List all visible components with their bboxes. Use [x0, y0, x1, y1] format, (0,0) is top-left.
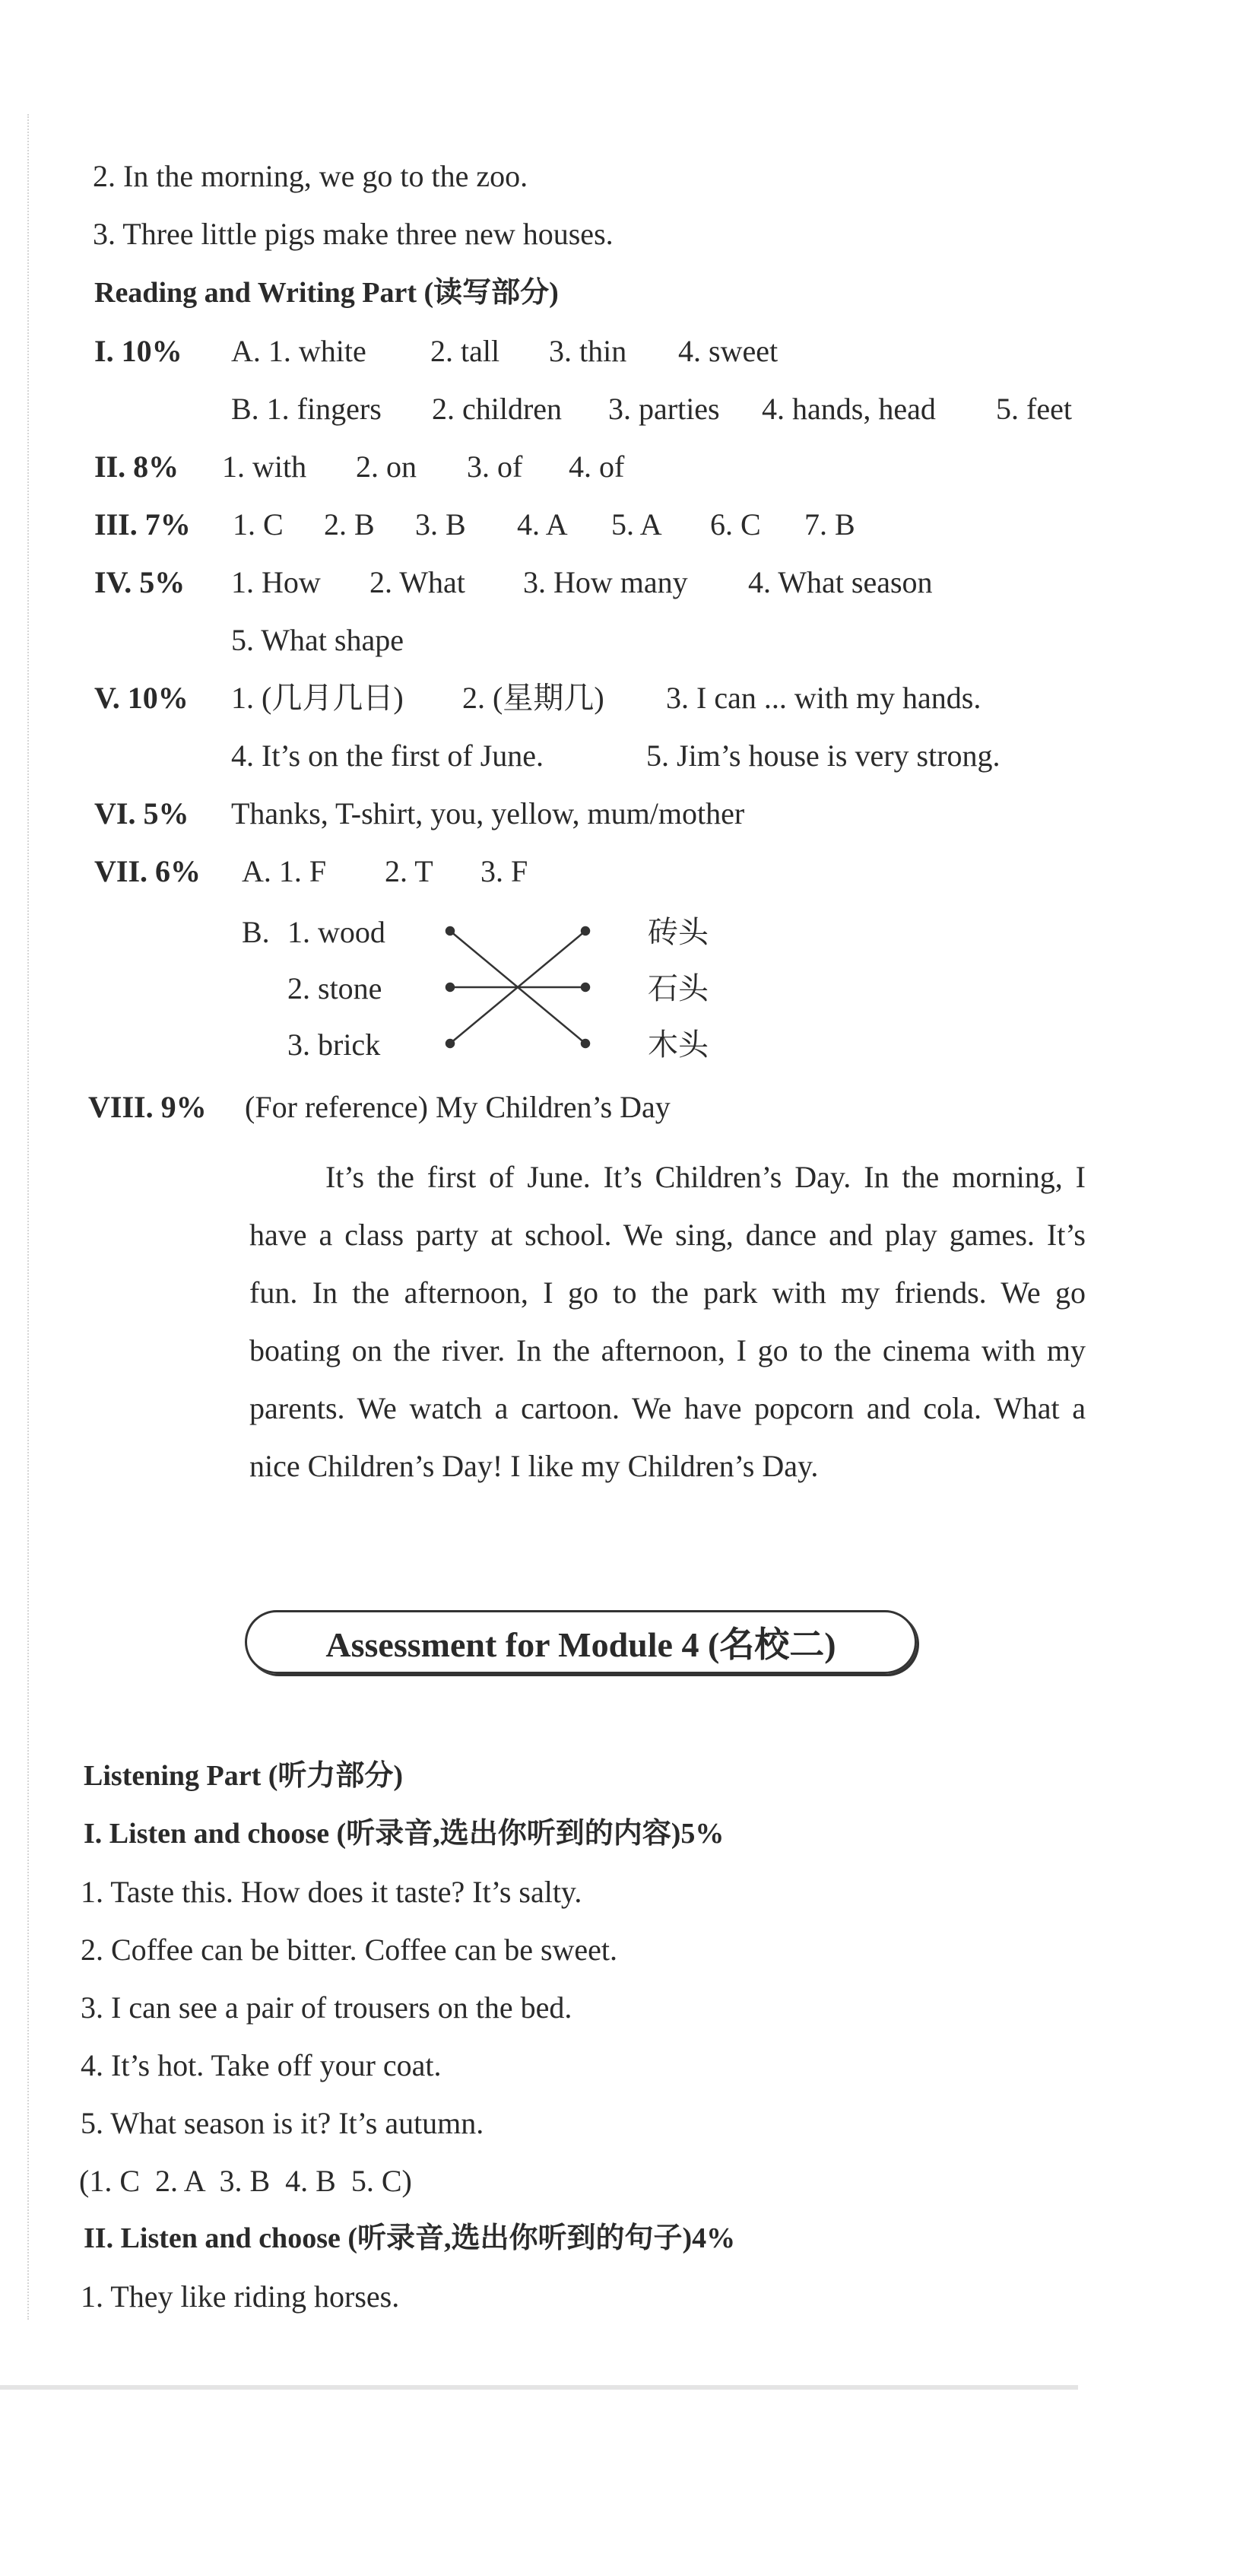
- bottom-divider: [0, 2385, 1078, 2390]
- q3-item-6: 6. C: [710, 507, 761, 542]
- q1-b-4: 4. hands, head: [762, 392, 936, 426]
- q3-item-7: 7. B: [804, 507, 855, 542]
- listen1-item-3: 3. I can see a pair of trousers on the bed.: [81, 1990, 572, 2025]
- q5-item-3: 3. I can ... with my hands.: [666, 681, 982, 715]
- q2-item-4: 4. of: [569, 449, 625, 484]
- q1-b-2: 2. children: [432, 392, 563, 426]
- listen1-item-2: 2. Coffee can be bitter. Coffee can be sweet.: [81, 1933, 618, 1967]
- match-dot: [446, 1040, 454, 1047]
- q7-b-prefix: B.: [242, 915, 270, 949]
- q1-b-1: B. 1. fingers: [231, 392, 382, 426]
- q4-mark: IV. 5%: [94, 565, 186, 599]
- q7-a-2: 2. T: [385, 854, 433, 888]
- q4-item-3: 3. How many: [523, 565, 688, 599]
- listening-sentence-3: 3. Three little pigs make three new houses.: [93, 217, 614, 251]
- q3-item-5: 5. A: [611, 507, 662, 542]
- q7-left-1: 1. wood: [287, 915, 385, 949]
- listen2-item-1: 1. They like riding horses.: [81, 2279, 400, 2314]
- match-dot: [446, 983, 454, 991]
- q5-mark: V. 10%: [94, 681, 189, 715]
- q2-item-2: 2. on: [356, 449, 417, 484]
- listen1-item-4: 4. It’s hot. Take off your coat.: [81, 2048, 442, 2082]
- matching-lines: [441, 913, 608, 1065]
- q2-item-3: 3. of: [467, 449, 523, 484]
- q3-mark: III. 7%: [94, 507, 191, 542]
- listening-sentence-2: 2. In the morning, we go to the zoo.: [93, 159, 528, 193]
- match-dot: [446, 927, 454, 935]
- listening-heading: Listening Part (听力部分): [84, 1760, 404, 1792]
- match-dot: [582, 983, 589, 991]
- q5-item-4: 4. It’s on the first of June.: [231, 738, 544, 773]
- q4-item-4: 4. What season: [748, 565, 933, 599]
- q4-item-5: 5. What shape: [231, 623, 404, 657]
- reading-writing-heading: Reading and Writing Part (读写部分): [94, 277, 559, 309]
- q3-item-3: 3. B: [415, 507, 466, 542]
- listen1-heading: I. Listen and choose (听录音,选出你听到的内容)5%: [84, 1818, 725, 1850]
- q1-a-2: 2. tall: [430, 334, 500, 368]
- listen1-item-5: 5. What season is it? It’s autumn.: [81, 2106, 484, 2140]
- q7-right-3: 木头: [648, 1028, 709, 1062]
- match-dot: [582, 1040, 589, 1047]
- q7-left-3: 3. brick: [287, 1028, 381, 1062]
- q4-item-1: 1. How: [231, 565, 321, 599]
- q3-item-4: 4. A: [517, 507, 568, 542]
- q8-mark: VIII. 9%: [88, 1090, 207, 1124]
- q7-right-2: 石头: [648, 971, 709, 1005]
- q7-a-3: 3. F: [480, 854, 528, 888]
- q7-right-1: 砖头: [648, 915, 709, 949]
- assessment-title-banner: [245, 1610, 917, 1674]
- q8-reference-essay: It’s the first of June. It’s Children’s Day. In the morning, I have a class party at school. We sing, dance and play games. It’s fun. In the afternoon, I go to the park with my friends. We go boating on the river. In the afternoon, I go to the cinema with my parents. We watch a cartoon. We have popcorn and cola. What a nice Children’s Day! I like my Children’s Day.: [249, 1160, 1086, 1483]
- q1-a-3: 3. thin: [549, 334, 627, 368]
- q7-left-2: 2. stone: [287, 971, 382, 1005]
- q1-a-1: A. 1. white: [231, 334, 366, 368]
- listen1-answers: (1. C 2. A 3. B 4. B 5. C): [79, 2164, 412, 2198]
- listen1-item-1: 1. Taste this. How does it taste? It’s salty.: [81, 1875, 582, 1909]
- q8-intro: (For reference) My Children’s Day: [245, 1090, 671, 1124]
- q1-mark: I. 10%: [94, 334, 182, 368]
- margin-rule: [27, 114, 29, 2320]
- listen2-heading: II. Listen and choose (听录音,选出你听到的句子)4%: [84, 2222, 736, 2254]
- q5-item-2: 2. (星期几): [462, 681, 604, 715]
- q2-mark: II. 8%: [94, 449, 179, 484]
- q6-mark: VI. 5%: [94, 796, 189, 831]
- q1-b-5: 5. feet: [996, 392, 1072, 426]
- q6-text: Thanks, T-shirt, you, yellow, mum/mother: [231, 796, 745, 831]
- q5-item-1: 1. (几月几日): [231, 681, 404, 715]
- assessment-title: Assessment for Module 4 (名校二): [325, 1625, 836, 1664]
- q5-item-5: 5. Jim’s house is very strong.: [646, 738, 1001, 773]
- q3-item-1: 1. C: [233, 507, 284, 542]
- q7-a-1: A. 1. F: [242, 854, 327, 888]
- match-dot: [582, 927, 589, 935]
- q1-a-4: 4. sweet: [678, 334, 779, 368]
- q3-item-2: 2. B: [324, 507, 375, 542]
- q1-b-3: 3. parties: [608, 392, 720, 426]
- q7-mark: VII. 6%: [94, 854, 201, 888]
- q4-item-2: 2. What: [369, 565, 465, 599]
- q2-item-1: 1. with: [222, 449, 307, 484]
